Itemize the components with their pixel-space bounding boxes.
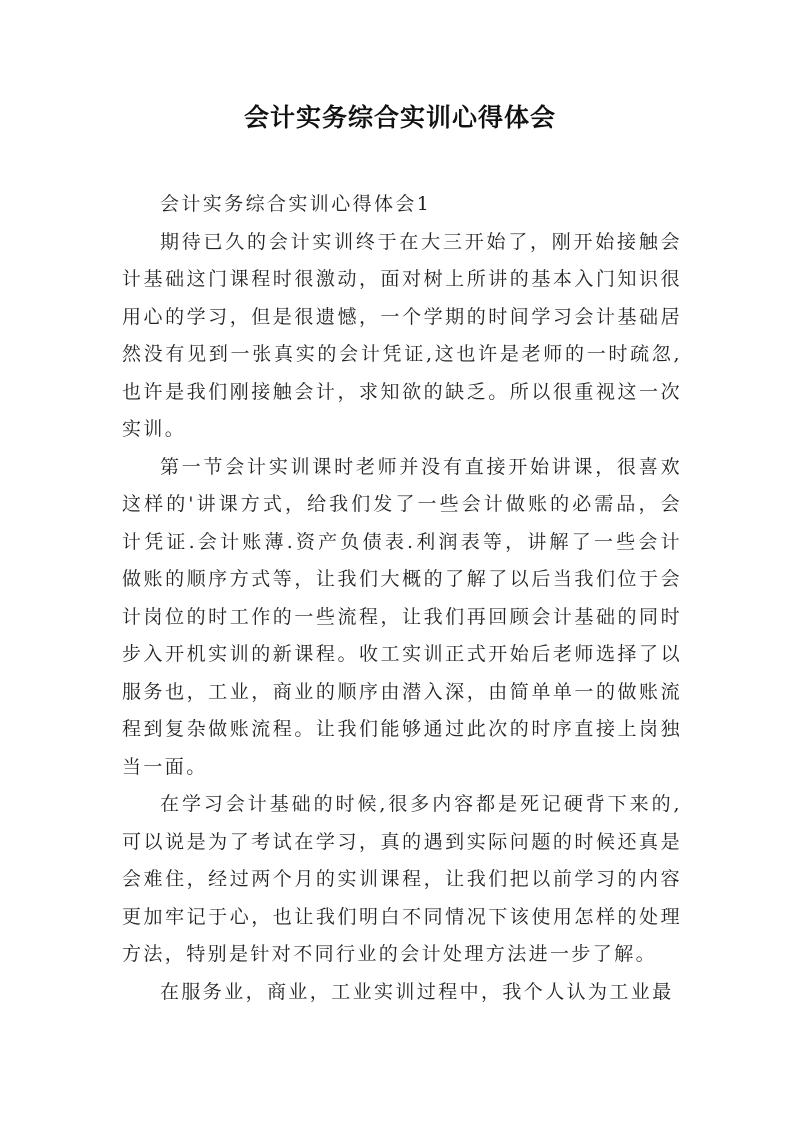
paragraph: 第一节会计实训课时老师并没有直接开始讲课，很喜欢这样的'讲课方式，给我们发了一些会计做账的必需品，会计凭证.会计账薄.资产负债表.利润表等，讲解了一些会计做账的顺序方式等，让我们大概的了解了以后当我们位于会计岗位的时工作的一些流程，让我们再回顾会计基础的同时步入开机实训的新课程。收工实训正式开始后老师选择了以服务也，工业，商业的顺序由潜入深，由简单单一的做账流程到复杂做账流程。让我们能够通过此次的时序直接上岗独当一面。 [122,455,682,778]
paragraph: 在服务业，商业，工业实训过程中，我个人认为工业最 [160,980,674,1003]
document-title: 会计实务综合实训心得体会 [243,103,556,132]
document-body [122,186,682,1011]
paragraph: 期待已久的会计实训终于在大三开始了，刚开始接触会计基础这门课程时很激动，面对树上所讲的基本入门知识很用心的学习，但是很遗憾，一个学期的时间学习会计基础居然没有见到一张真实的会计凭证,这也许是老师的一时疏忽,也许是我们刚接触会计，求知欲的缺乏。所以很重视这一次实训。 [122,230,682,440]
paragraph: 在学习会计基础的时候,很多内容都是死记硬背下来的,可以说是为了考试在学习，真的遇到实际问题的时候还真是会难住，经过两个月的实训课程，让我们把以前学习的内容更加牢记于心，也让我们明白不同情况下该使用怎样的处理方法，特别是针对不同行业的会计处理方法进一步了解。 [122,793,682,965]
paragraph-heading: 会计实务综合实训心得体会1 [160,193,432,215]
